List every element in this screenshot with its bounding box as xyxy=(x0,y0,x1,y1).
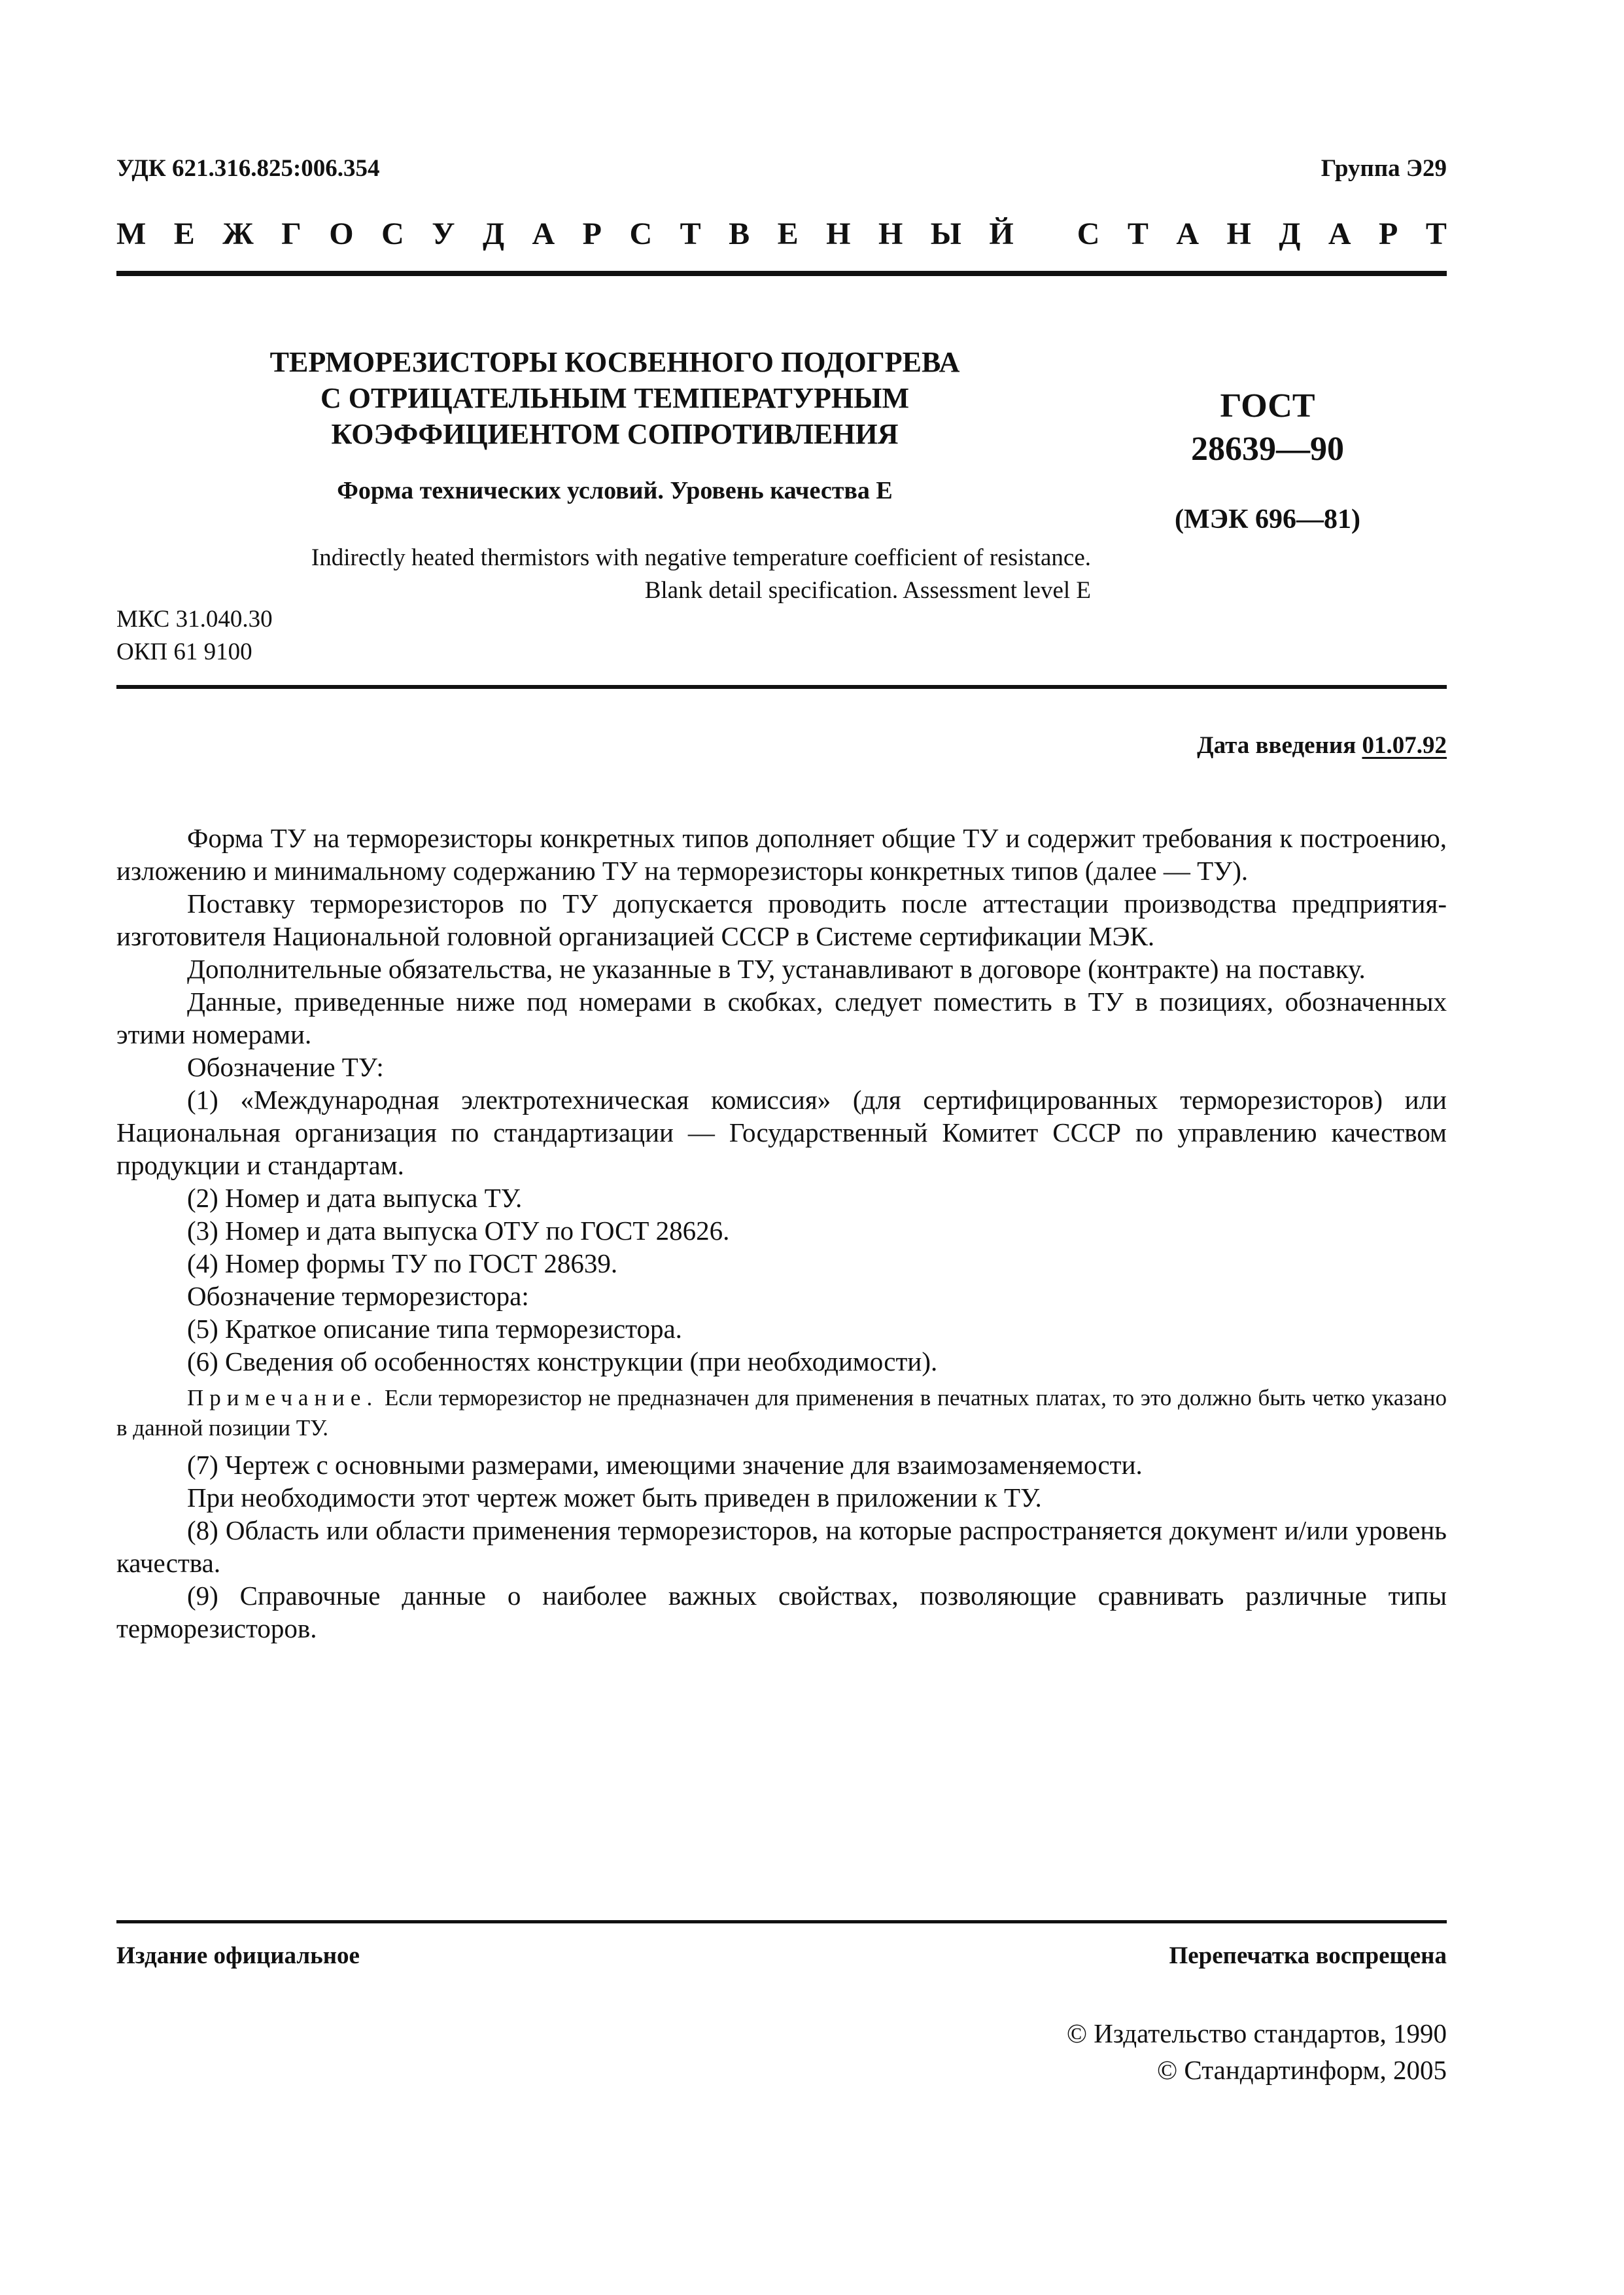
english-title xyxy=(116,542,1091,607)
interstate-heading-letter: М xyxy=(116,217,147,251)
list-item: (9) Справочные данные о наиболее важных свойствах, позволяющие сравнивать различные типы терморезисторов. xyxy=(116,1581,1447,1643)
gost-label: ГОСТ xyxy=(1220,387,1315,425)
interstate-heading-letter: Р xyxy=(582,217,602,251)
interstate-heading-letter: Д xyxy=(482,217,505,251)
gost-designation xyxy=(1097,385,1438,471)
note-text: Если терморезистор не предназначен для применения в печатных платах, то это должно быть четко указано в данной позиции ТУ. xyxy=(116,1385,1447,1441)
interstate-heading-letter: С xyxy=(381,217,404,251)
interstate-heading-letter: А xyxy=(1176,217,1200,251)
interstate-heading-letter: С xyxy=(1077,217,1100,251)
interstate-heading-letter: А xyxy=(532,217,555,251)
interstate-heading-letter: Й xyxy=(989,217,1014,251)
paragraph: Обозначение ТУ: xyxy=(187,1052,384,1082)
introduction-date-label: Дата введения xyxy=(1197,732,1356,759)
introduction-date-value: 01.07.92 xyxy=(1362,732,1447,759)
paragraph: Данные, приведенные ниже под номерами в скобках, следует поместить в ТУ в позициях, обозначенных этими номерами. xyxy=(116,987,1447,1049)
title-divider xyxy=(116,685,1447,689)
interstate-heading-letter: У xyxy=(432,217,455,251)
paragraph: Форма ТУ на терморезисторы конкретных типов дополняет общие ТУ и содержит требования к построению, изложению и минимальному содержанию ТУ на терморезисторы конкретных типов (далее — ТУ). xyxy=(116,823,1447,886)
introduction-date xyxy=(1197,731,1447,760)
note xyxy=(116,1383,1447,1443)
paragraph: Дополнительные обязательства, не указанные в ТУ, устанавливают в договоре (контракте) на поставку. xyxy=(187,954,1366,984)
reprint-notice: Перепечатка воспрещена xyxy=(1169,1942,1447,1969)
title-line-2: С ОТРИЦАТЕЛЬНЫМ ТЕМПЕРАТУРНЫМ xyxy=(320,382,909,414)
paragraph: Обозначение терморезистора: xyxy=(187,1281,529,1311)
title-line-1: ТЕРМОРЕЗИСТОРЫ КОСВЕННОГО ПОДОГРЕВА xyxy=(269,346,960,378)
interstate-heading-letter: Т xyxy=(1127,217,1149,251)
list-item: (1) «Международная электротехническая комиссия» (для сертифицированных терморезисторов) или Национальная организация по стандартизации — Государственный Комитет СССР по управлению качеством продукции и стандартам. xyxy=(116,1085,1447,1180)
classification-codes xyxy=(116,603,273,669)
edition-label: Издание официальное xyxy=(116,1942,360,1969)
interstate-heading-letter: Ж xyxy=(222,217,254,251)
interstate-heading-letter: О xyxy=(329,217,354,251)
gost-number: 28639—90 xyxy=(1191,430,1344,468)
note-label: Примечание. xyxy=(187,1385,379,1410)
document-page xyxy=(116,0,1447,2295)
interstate-heading-letter: Н xyxy=(1226,217,1251,251)
interstate-heading-letter: С xyxy=(629,217,653,251)
interstate-heading-letter: Е xyxy=(777,217,799,251)
paragraph: Поставку терморезисторов по ТУ допускается проводить после аттестации производства предприятия-изготовителя Национальной головной организацией СССР в Системе сертификации МЭК. xyxy=(116,888,1447,951)
interstate-heading-letter: В xyxy=(729,217,750,251)
title-line-3: КОЭФФИЦИЕНТОМ СОПРОТИВЛЕНИЯ xyxy=(331,418,899,450)
document-title xyxy=(157,344,1073,452)
interstate-heading-letter: Н xyxy=(826,217,851,251)
list-item: (8) Область или области применения терморезисторов, на которые распространяется документ и/или уровень качества. xyxy=(116,1515,1447,1578)
interstate-heading-letter xyxy=(1041,216,1049,252)
copyright-block xyxy=(1067,2015,1447,2088)
paragraph: При необходимости этот чертеж может быть приведен в приложении к ТУ. xyxy=(187,1482,1042,1513)
list-item: (3) Номер и дата выпуска ОТУ по ГОСТ 28626. xyxy=(187,1216,730,1246)
copyright-line-1: © Издательство стандартов, 1990 xyxy=(1066,2018,1447,2048)
list-item: (6) Сведения об особенностях конструкции (при необходимости). xyxy=(187,1346,938,1376)
english-title-line-2: Blank detail specification. Assessment level E xyxy=(644,577,1091,604)
mks-code: МКС 31.040.30 xyxy=(116,606,273,633)
footer-divider xyxy=(116,1920,1447,1923)
list-item: (7) Чертеж с основными размерами, имеющими значение для взаимозаменяемости. xyxy=(187,1450,1143,1480)
list-item: (4) Номер формы ТУ по ГОСТ 28639. xyxy=(187,1248,618,1278)
header-row xyxy=(116,154,1447,194)
interstate-heading-letter: Т xyxy=(680,217,701,251)
interstate-heading-letter: Ы xyxy=(930,217,961,251)
group-code: Группа Э29 xyxy=(1321,155,1447,182)
interstate-standard-heading xyxy=(116,216,1447,252)
interstate-heading-letter: А xyxy=(1328,217,1351,251)
interstate-heading-letter: Р xyxy=(1379,217,1398,251)
interstate-heading-letter: Н xyxy=(878,217,903,251)
interstate-heading-letter: Е xyxy=(173,217,195,251)
list-item: (5) Краткое описание типа терморезистора. xyxy=(187,1314,682,1344)
interstate-heading-letter: Т xyxy=(1425,217,1447,251)
document-body xyxy=(116,822,1447,1645)
interstate-heading-letter: Г xyxy=(281,217,302,251)
copyright-line-2: © Стандартинформ, 2005 xyxy=(1157,2055,1447,2085)
list-item: (2) Номер и дата выпуска ТУ. xyxy=(187,1183,523,1213)
interstate-heading-letter: Д xyxy=(1279,217,1301,251)
english-title-line-1: Indirectly heated thermistors with negative temperature coefficient of resistance. xyxy=(311,544,1091,571)
okp-code: ОКП 61 9100 xyxy=(116,639,252,665)
iec-reference: (МЭК 696—81) xyxy=(1174,504,1361,534)
document-subtitle: Форма технических условий. Уровень качества E xyxy=(337,477,893,504)
udc-code: УДК 621.316.825:006.354 xyxy=(116,155,380,182)
header-divider xyxy=(116,271,1447,276)
